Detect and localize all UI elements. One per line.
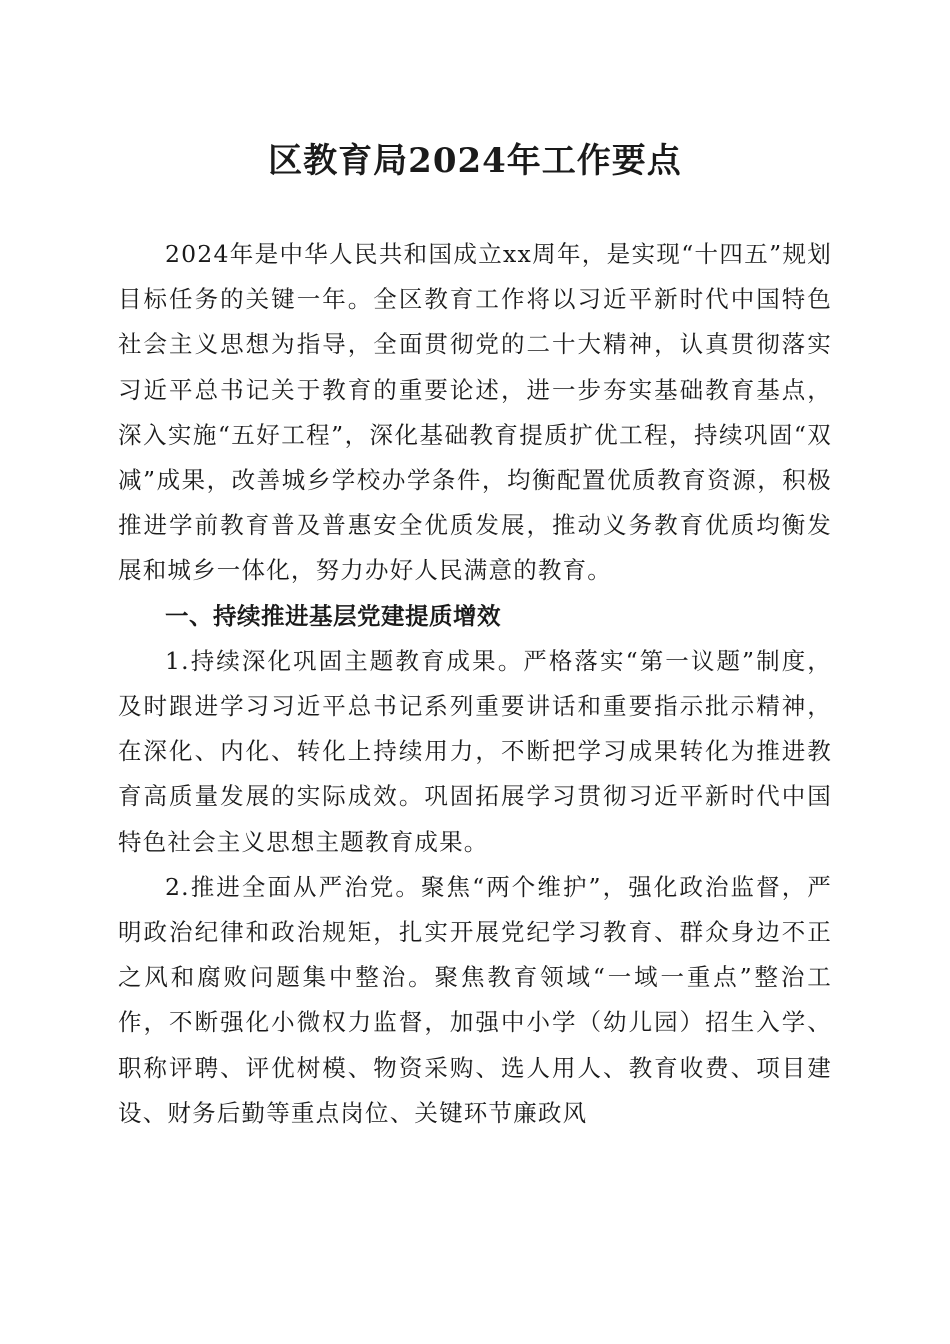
section-item-2: 2.推进全面从严治党。聚焦“两个维护”，强化政治监督，严明政治纪律和政治规矩，扎实开展党纪学习教育、群众身边不正之风和腐败问题集中整治。聚焦教育领域“一域一重点”整治工作，不断强化小微权力监督，加强中小学（幼儿园）招生入学、职称评聘、评优树模、物资采购、选人用人、教育收费、项目建设、财务后勤等重点岗位、关键环节廉政风 <box>118 872 832 1127</box>
section-heading: 一、持续推进基层党建提质增效 <box>165 601 501 630</box>
document-title: 区教育局2024年工作要点 <box>268 141 682 181</box>
section-item-1: 1.持续深化巩固主题教育成果。严格落实“第一议题”制度，及时跟进学习习近平总书记系列重要讲话和重要指示批示精神，在深化、内化、转化上持续用力，不断把学习成果转化为推进教育高质量发展的实际成效。巩固拓展学习贯彻习近平新时代中国特色社会主义思想主题教育成果。 <box>118 646 832 856</box>
document-body <box>118 232 832 1136</box>
intro-paragraph: 2024年是中华人民共和国成立xx周年，是实现“十四五”规划目标任务的关键一年。全区教育工作将以习近平新时代中国特色社会主义思想为指导，全面贯彻党的二十大精神，认真贯彻落实习近平总书记关于教育的重要论述，进一步夯实基础教育基点，深入实施“五好工程”，深化基础教育提质扩优工程，持续巩固“双减”成果，改善城乡学校办学条件，均衡配置优质教育资源，积极推进学前教育普及普惠安全优质发展，推动义务教育优质均衡发展和城乡一体化，努力办好人民满意的教育。 <box>118 240 832 585</box>
